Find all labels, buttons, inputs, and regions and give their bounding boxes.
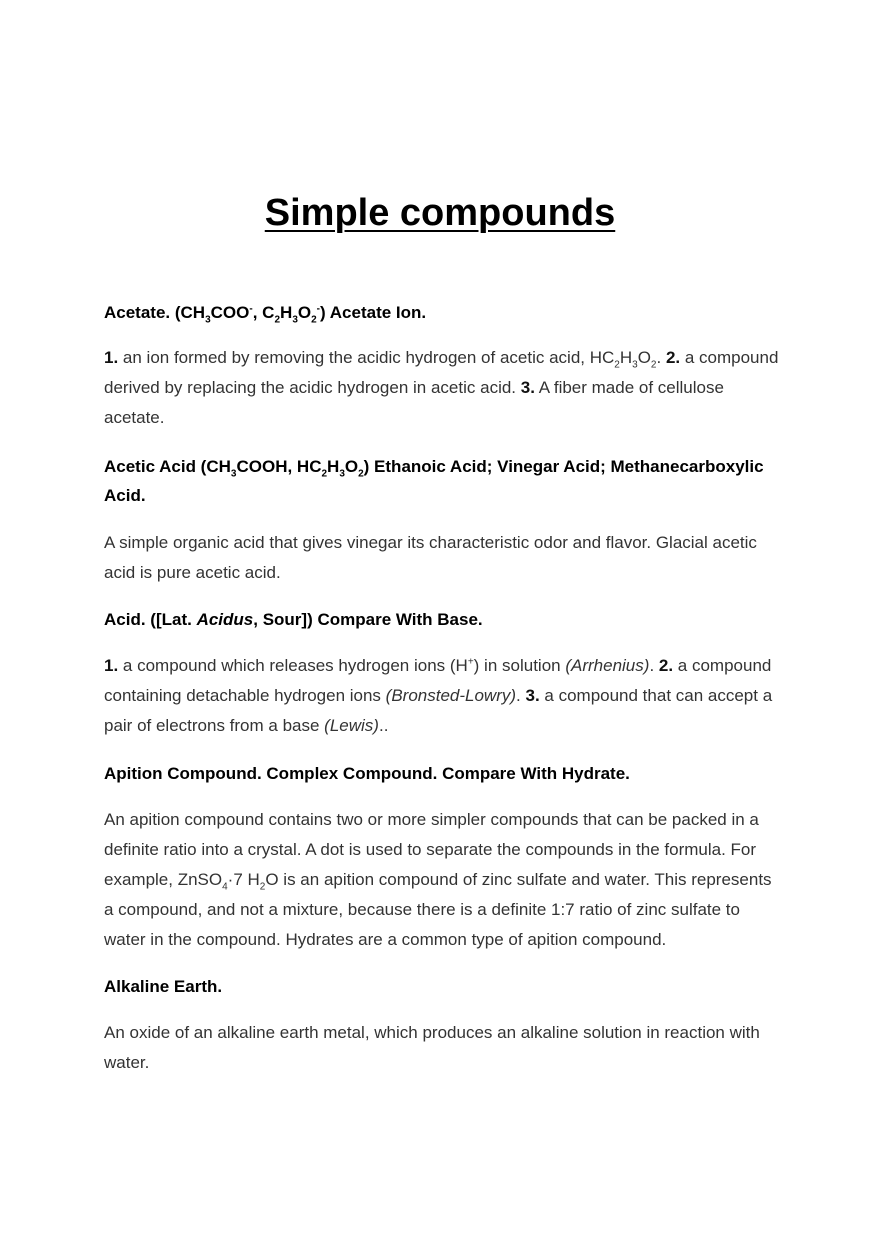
subscript: 2 [614, 359, 620, 371]
text-run: H [280, 303, 293, 322]
subscript: 2 [311, 314, 317, 326]
item-number: 3. [520, 378, 535, 397]
text-run: . [649, 656, 659, 675]
term-heading-apition-compound: Apition Compound. Complex Compound. Compare With Hydrate. [104, 764, 630, 783]
text-run: a compound that can accept a pair of electrons from a base [104, 686, 773, 735]
text-run: O is an apition compound of zinc sulfate and water. This represents a compound, and not a mixture, because there is a definite 1:7 ratio of zinc sulfate to water in the compound. Hydrates are a common type of apition compound. [104, 870, 772, 949]
definition-acetate [104, 343, 784, 433]
item-number: 2. [665, 348, 681, 367]
text-run: O [344, 457, 359, 476]
definition-acid [104, 651, 784, 741]
subscript: 4 [222, 881, 228, 893]
superscript: - [249, 303, 253, 315]
text-run: ) Acetate Ion. [320, 303, 427, 322]
term-heading-acetate [104, 298, 804, 327]
text-run: O [297, 303, 312, 322]
subscript: 3 [339, 468, 345, 480]
definition-acetic-acid: A simple organic acid that gives vinegar its characteristic odor and flavor. Glacial acetic acid is pure acetic acid. [104, 533, 757, 582]
item-number: 1. [104, 656, 119, 675]
text-run: COO [210, 303, 250, 322]
superscript: + [467, 656, 474, 668]
italic-text: (Arrhenius) [565, 656, 650, 675]
text-run: H [619, 348, 633, 367]
text-run: . [656, 348, 666, 367]
text-run: A fiber made of cellulose acetate. [104, 378, 724, 427]
text-run: a compound derived by replacing the acidic hydrogen in acetic acid. [104, 348, 779, 397]
item-number: 2. [658, 656, 674, 675]
superscript: - [316, 303, 321, 315]
text-run: a compound which releases hydrogen ions (H [118, 656, 468, 675]
term-heading-alkaline-earth: Alkaline Earth. [104, 977, 223, 996]
definition-apition-compound [104, 805, 784, 955]
italic-text: Acidus [196, 610, 254, 629]
text-run: ) in solution [473, 656, 566, 675]
text-run: An apition compound contains two or more simpler compounds that can be packed in a definite ratio into a crystal. A dot is used to separate the compounds in the formula. For example, ZnSO [104, 810, 759, 889]
term-heading-acid [104, 605, 804, 634]
text-run: Acetate. (CH [104, 303, 206, 322]
page-title: Simple compounds [264, 192, 616, 234]
text-run: O [637, 348, 651, 367]
text-run: a compound containing detachable hydrogen ions [104, 656, 772, 705]
definition-alkaline-earth: An oxide of an alkaline earth metal, which produces an alkaline solution in reaction with water. [104, 1023, 760, 1072]
item-number: 1. [104, 348, 119, 367]
text-run: ·7 H [227, 870, 260, 889]
subscript: 3 [632, 359, 638, 371]
subscript: 3 [230, 468, 237, 480]
subscript: 2 [259, 881, 266, 893]
subscript: 3 [205, 314, 211, 326]
text-run: .. [378, 716, 389, 735]
text-run: ) Ethanoic Acid; Vinegar Acid; Methanecarboxylic Acid. [104, 457, 764, 505]
text-run: . [516, 686, 526, 705]
text-run: Acid. ([Lat. [104, 610, 197, 629]
text-run: Acetic Acid (CH [104, 457, 231, 476]
text-run: H [327, 457, 340, 476]
subscript: 2 [358, 468, 364, 480]
subscript: 3 [292, 314, 298, 326]
subscript: 2 [321, 468, 328, 480]
text-run: an ion formed by removing the acidic hydrogen of acetic acid, HC [118, 348, 615, 367]
italic-text: (Bronsted-Lowry) [385, 686, 517, 705]
text-run: , C [252, 303, 275, 322]
term-heading-acetic-acid [104, 452, 804, 510]
item-number: 3. [525, 686, 540, 705]
text-run: , Sour]) Compare With Base. [253, 610, 483, 629]
text-run: COOH, HC [236, 457, 322, 476]
subscript: 2 [650, 359, 657, 371]
subscript: 2 [274, 314, 281, 326]
italic-text: (Lewis) [324, 716, 379, 735]
